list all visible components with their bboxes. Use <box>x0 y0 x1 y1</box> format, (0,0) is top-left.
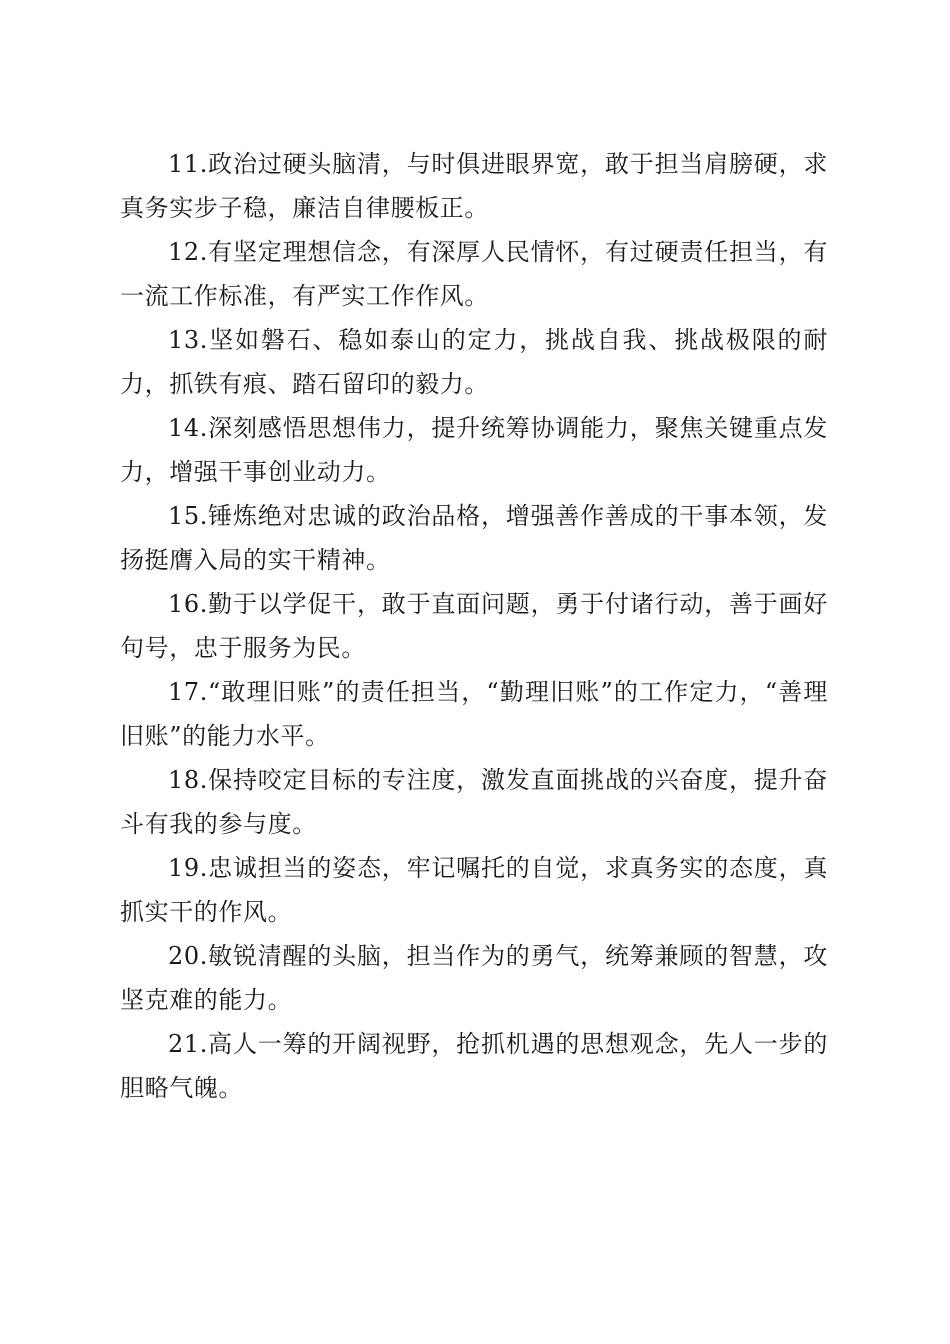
paragraph-15: 15.锤炼绝对忠诚的政治品格，增强善作善成的干事本领，发扬挺膺入局的实干精神。 <box>120 502 828 574</box>
paragraph-14: 14.深刻感悟思想伟力，提升统筹协调能力，聚焦关键重点发力，增强干事创业动力。 <box>120 414 828 486</box>
paragraph-18: 18.保持咬定目标的专注度，激发直面挑战的兴奋度，提升奋斗有我的参与度。 <box>120 766 828 838</box>
paragraph-17: 17.“敢理旧账”的责任担当，“勤理旧账”的工作定力，“善理旧账”的能力水平。 <box>120 678 828 750</box>
paragraph-21: 21.高人一筹的开阔视野，抢抓机遇的思想观念，先人一步的胆略气魄。 <box>120 1030 828 1102</box>
paragraph-20: 20.敏锐清醒的头脑，担当作为的勇气，统筹兼顾的智慧，攻坚克难的能力。 <box>120 942 828 1014</box>
paragraph-11: 11.政治过硬头脑清，与时俱进眼界宽，敢于担当肩膀硬，求真务实步子稳，廉洁自律腰板正。 <box>120 150 828 222</box>
paragraph-13: 13.坚如磐石、稳如泰山的定力，挑战自我、挑战极限的耐力，抓铁有痕、踏石留印的毅力。 <box>120 326 828 398</box>
paragraph-19: 19.忠诚担当的姿态，牢记嘱托的自觉，求真务实的态度，真抓实干的作风。 <box>120 854 828 926</box>
document-body <box>120 142 828 1110</box>
paragraph-12: 12.有坚定理想信念，有深厚人民情怀，有过硬责任担当，有一流工作标准，有严实工作作风。 <box>120 238 828 310</box>
paragraph-16: 16.勤于以学促干，敢于直面问题，勇于付诸行动，善于画好句号，忠于服务为民。 <box>120 590 828 662</box>
